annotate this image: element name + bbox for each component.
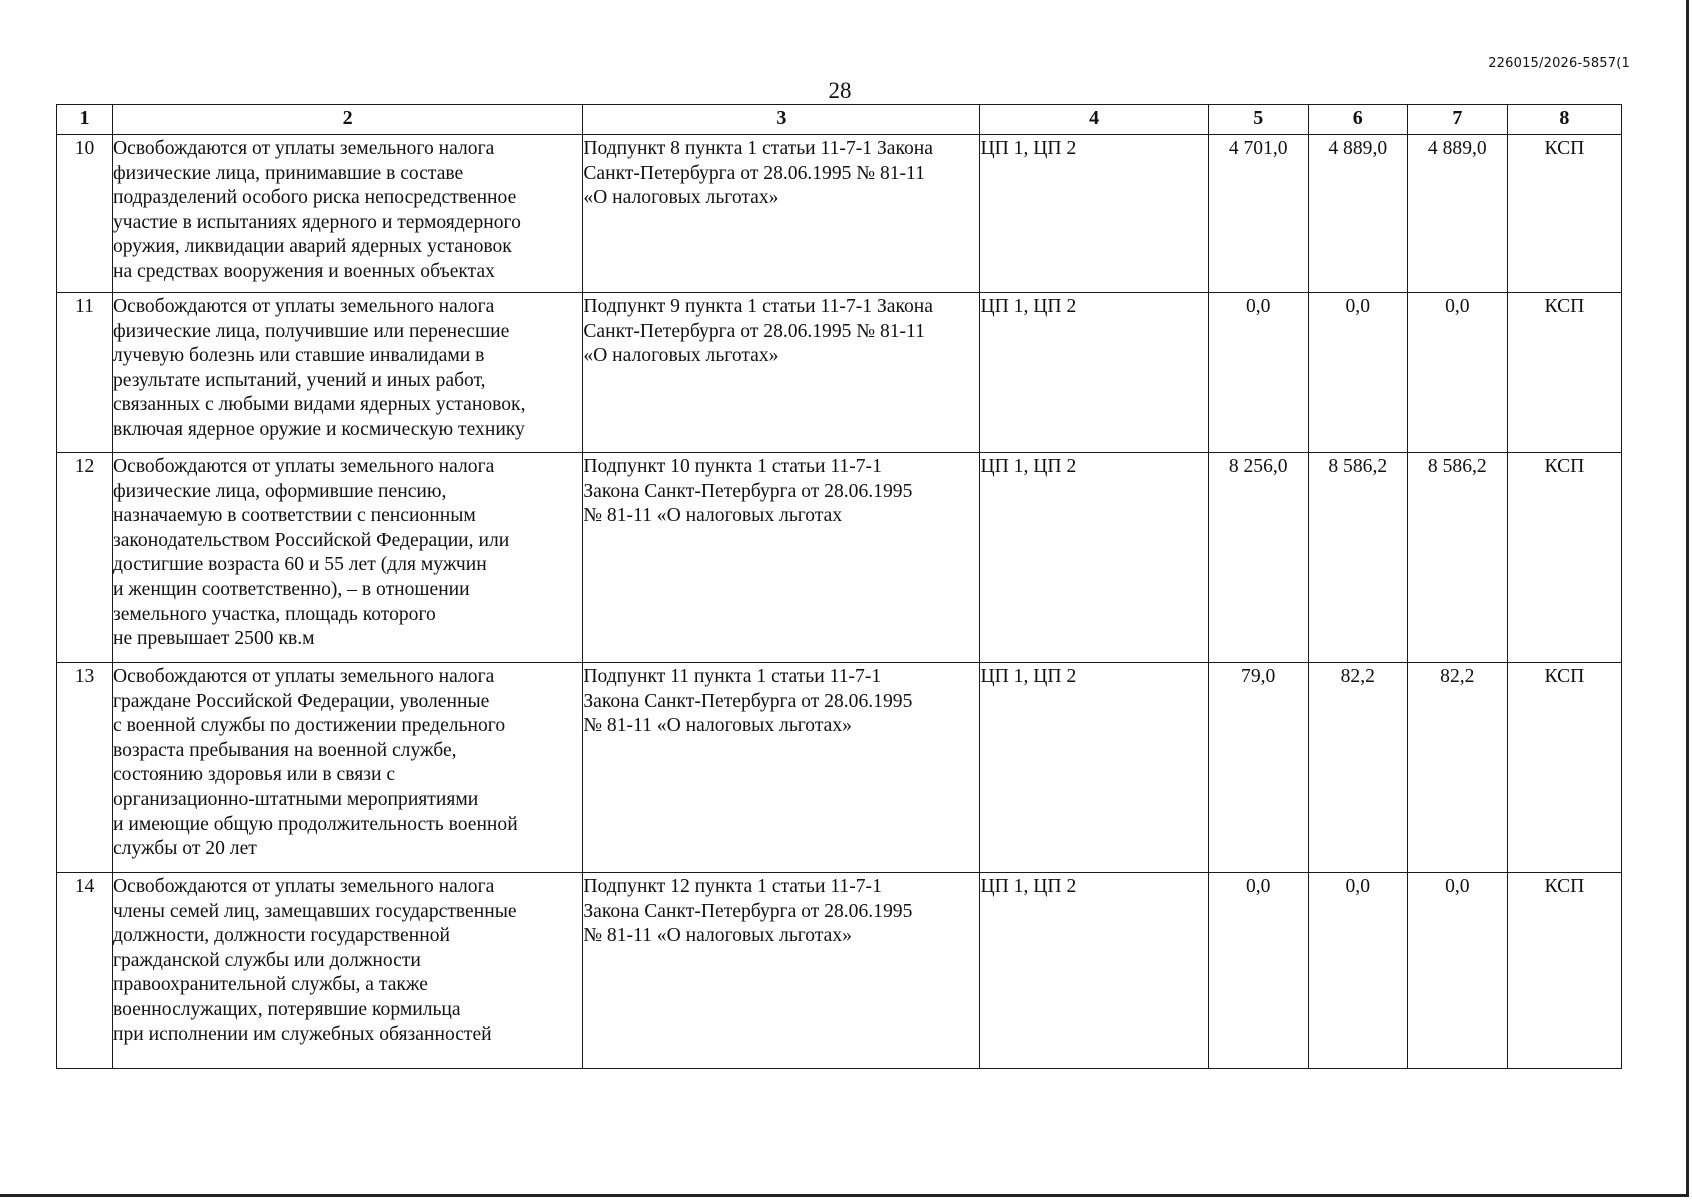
description-line: назначаемую в соответствии с пенсионным: [112, 505, 476, 527]
legal-basis-line: № 81-11 «О налоговых льготах»: [583, 715, 852, 737]
description-line: физические лица, принимавшие в составе: [112, 162, 464, 184]
legal-basis-line: «О налоговых льготах»: [583, 345, 779, 367]
column-header-4: 4: [980, 105, 1208, 135]
value-col-7: 0,0: [1407, 293, 1507, 453]
description-line: Освобождаются от уплаты земельного налога: [112, 876, 495, 897]
benefit-description: [112, 873, 582, 1069]
description-line: не превышает 2500 кв.м: [112, 628, 315, 650]
description-line: результате испытаний, учений и иных работ,: [112, 369, 486, 391]
column-header-6: 6: [1308, 105, 1407, 135]
value-col-6: 4 889,0: [1308, 135, 1407, 293]
description-line: оружия, ликвидации аварий ядерных установок: [112, 236, 512, 258]
benefit-description: [112, 135, 582, 293]
column-header-8: 8: [1507, 105, 1621, 135]
legal-basis-line: Подпункт 8 пункта 1 статьи 11-7-1 Закона: [583, 138, 933, 159]
description-line: лучевую болезнь или ставшие инвалидами в: [112, 345, 485, 367]
description-line: включая ядерное оружие и космическую технику: [112, 418, 525, 440]
description-line: члены семей лиц, замещавших государственные: [112, 900, 517, 922]
column-header-2: 2: [112, 105, 582, 135]
legal-basis: [583, 873, 980, 1069]
legal-basis-line: Закона Санкт-Петербурга от 28.06.1995: [583, 480, 913, 502]
legal-basis-line: Закона Санкт-Петербурга от 28.06.1995: [583, 900, 913, 922]
target-programs: ЦП 1, ЦП 2: [980, 453, 1208, 663]
description-line: Освобождаются от уплаты земельного налога: [112, 456, 495, 477]
column-header-1: 1: [57, 105, 113, 135]
legal-basis: [583, 453, 980, 663]
row-number: 10: [57, 135, 113, 293]
legal-basis-line: «О налоговых льготах»: [583, 187, 779, 209]
description-line: должности, должности государственной: [112, 925, 450, 947]
administrator: КСП: [1507, 663, 1621, 873]
value-col-6: 0,0: [1308, 293, 1407, 453]
row-number: 14: [57, 873, 113, 1069]
value-col-7: 0,0: [1407, 873, 1507, 1069]
legal-basis-line: № 81-11 «О налоговых льготах: [583, 505, 843, 527]
legal-basis: [583, 293, 980, 453]
description-line: службы от 20 лет: [112, 838, 257, 860]
description-line: и женщин соответственно), – в отношении: [112, 578, 470, 600]
legal-basis-line: Закона Санкт-Петербурга от 28.06.1995: [583, 690, 913, 712]
legal-basis-line: Санкт-Петербурга от 28.06.1995 № 81-11: [583, 162, 925, 184]
description-line: при исполнении им служебных обязанностей: [112, 1023, 492, 1045]
target-programs: ЦП 1, ЦП 2: [980, 873, 1208, 1069]
description-line: организационно-штатными мероприятиями: [112, 788, 479, 810]
legal-basis-line: Санкт-Петербурга от 28.06.1995 № 81-11: [583, 320, 925, 342]
table-row: [57, 873, 1622, 1069]
value-col-6: 82,2: [1308, 663, 1407, 873]
description-line: и имеющие общую продолжительность военной: [112, 813, 518, 835]
row-number: 12: [57, 453, 113, 663]
description-line: Освобождаются от уплаты земельного налога: [112, 138, 495, 159]
value-col-5: 8 256,0: [1208, 453, 1308, 663]
legal-basis-line: Подпункт 9 пункта 1 статьи 11-7-1 Закона: [583, 296, 933, 317]
registration-id: 226015/2026-5857(1: [1488, 56, 1630, 71]
target-programs: ЦП 1, ЦП 2: [980, 663, 1208, 873]
row-number: 13: [57, 663, 113, 873]
benefit-description: [112, 453, 582, 663]
legal-basis-line: Подпункт 10 пункта 1 статьи 11-7-1: [583, 456, 882, 477]
administrator: КСП: [1507, 293, 1621, 453]
value-col-5: 79,0: [1208, 663, 1308, 873]
legal-basis-line: Подпункт 11 пункта 1 статьи 11-7-1: [583, 666, 882, 687]
description-line: физические лица, оформившие пенсию,: [112, 480, 447, 502]
description-line: достигшие возраста 60 и 55 лет (для мужчин: [112, 554, 487, 576]
value-col-7: 82,2: [1407, 663, 1507, 873]
description-line: военнослужащих, потерявшие кормильца: [112, 998, 461, 1020]
description-line: физические лица, получившие или перенесшие: [112, 320, 510, 342]
description-line: гражданской службы или должности: [112, 949, 421, 971]
administrator: КСП: [1507, 135, 1621, 293]
legal-basis: [583, 135, 980, 293]
row-number: 11: [57, 293, 113, 453]
description-line: с военной службы по достижении предельного: [112, 715, 506, 737]
value-col-5: 0,0: [1208, 293, 1308, 453]
table-row: [57, 293, 1622, 453]
description-line: законодательством Российской Федерации, или: [112, 529, 510, 551]
description-line: на средствах вооружения и военных объектах: [112, 260, 495, 282]
value-col-7: 4 889,0: [1407, 135, 1507, 293]
description-line: возраста пребывания на военной службе,: [112, 739, 457, 761]
table-row: [57, 453, 1622, 663]
table-row: [57, 663, 1622, 873]
target-programs: ЦП 1, ЦП 2: [980, 135, 1208, 293]
legal-basis-line: № 81-11 «О налоговых льготах»: [583, 925, 852, 947]
value-col-5: 0,0: [1208, 873, 1308, 1069]
benefit-description: [112, 293, 582, 453]
description-line: Освобождаются от уплаты земельного налога: [112, 296, 495, 317]
table-row: [57, 135, 1622, 293]
description-line: состоянию здоровья или в связи с: [112, 764, 396, 786]
administrator: КСП: [1507, 453, 1621, 663]
description-line: участие в испытаниях ядерного и термоядерного: [112, 211, 521, 233]
value-col-6: 0,0: [1308, 873, 1407, 1069]
column-header-7: 7: [1407, 105, 1507, 135]
description-line: подразделений особого риска непосредственное: [112, 187, 517, 209]
value-col-7: 8 586,2: [1407, 453, 1507, 663]
target-programs: ЦП 1, ЦП 2: [980, 293, 1208, 453]
description-line: граждане Российской Федерации, уволенные: [112, 690, 490, 712]
value-col-5: 4 701,0: [1208, 135, 1308, 293]
description-line: связанных с любыми видами ядерных установок,: [112, 394, 526, 416]
table-header-row: [57, 105, 1622, 135]
column-header-5: 5: [1208, 105, 1308, 135]
administrator: КСП: [1507, 873, 1621, 1069]
description-line: правоохранительной службы, а также: [112, 974, 428, 996]
legal-basis-line: Подпункт 12 пункта 1 статьи 11-7-1: [583, 876, 882, 897]
page-number: 28: [828, 78, 852, 103]
benefit-description: [112, 663, 582, 873]
description-line: земельного участка, площадь которого: [112, 603, 436, 625]
description-line: Освобождаются от уплаты земельного налога: [112, 666, 495, 687]
column-header-3: 3: [583, 105, 980, 135]
legal-basis: [583, 663, 980, 873]
value-col-6: 8 586,2: [1308, 453, 1407, 663]
tax-benefits-table: [56, 104, 1622, 1069]
